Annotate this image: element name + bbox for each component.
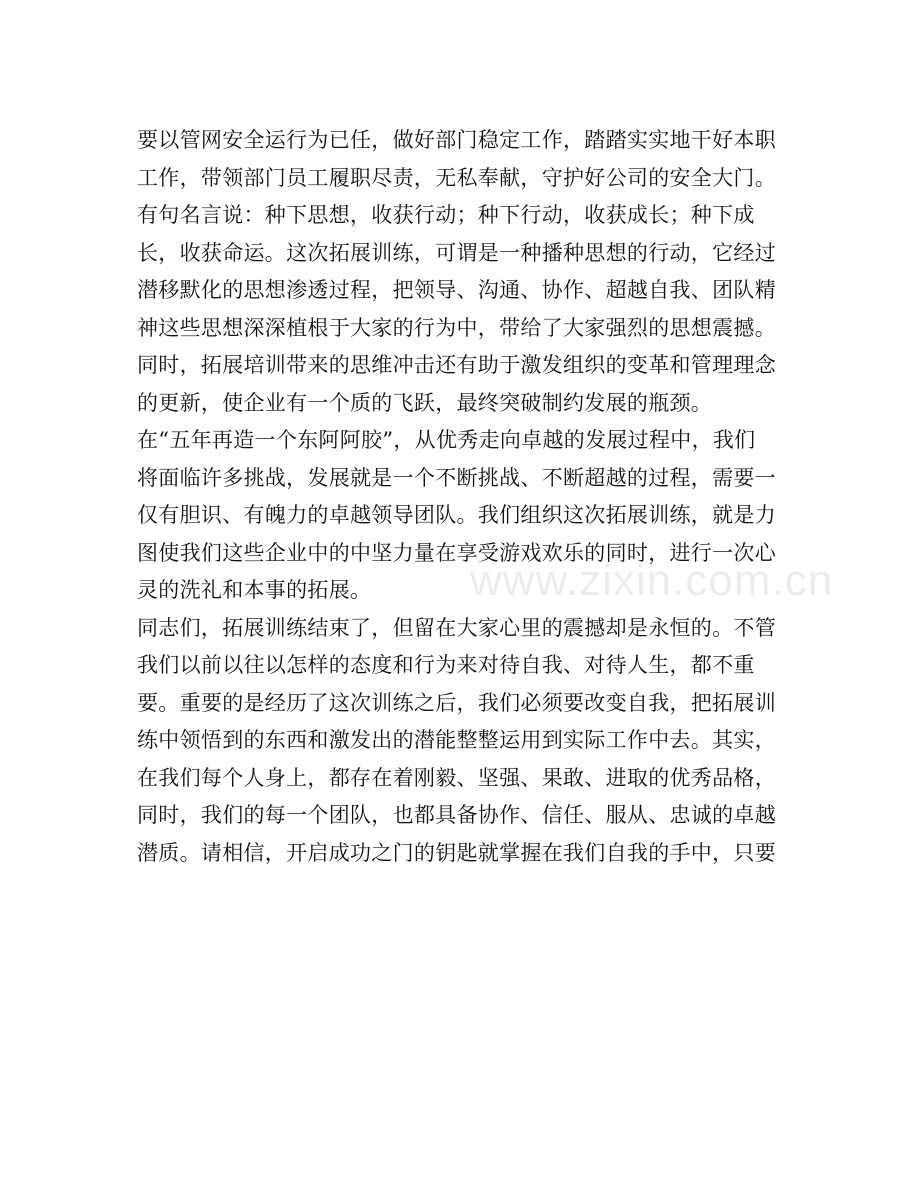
paragraph-1 bbox=[137, 122, 777, 197]
text-line: 练中领悟到的东西和激发出的潜能整整运用到实际工作中去。其实， bbox=[137, 728, 776, 752]
text-line: 将面临许多挑战，发展就是一个不断挑战、不断超越的过程，需要一 bbox=[137, 465, 776, 490]
text-line: 有句名言说：种下思想，收获行动；种下行动，收获成长；种下成 bbox=[137, 203, 755, 227]
text-line: 在我们每个人身上，都存在着刚毅、坚强、果敢、进取的优秀品格， bbox=[137, 765, 776, 790]
text-line: 灵的洗礼和本事的拓展。 bbox=[137, 578, 372, 602]
paragraph-2 bbox=[137, 197, 777, 422]
text-line: 的更新，使企业有一个质的飞跃，最终突破制约发展的瓶颈。 bbox=[137, 390, 713, 415]
document-body bbox=[137, 122, 777, 872]
paragraph-3 bbox=[137, 422, 777, 610]
text-line: 要。重要的是经历了这次训练之后，我们必须要改变自我，把拓展训 bbox=[137, 690, 776, 715]
text-line: 我们以前以往以怎样的态度和行为来对待自我、对待人生，都不重 bbox=[137, 653, 755, 677]
text-line: 同时，拓展培训带来的思维冲击还有助于激发组织的变革和管理理念 bbox=[137, 353, 776, 377]
text-line: 潜质。请相信，开启成功之门的钥匙就掌握在我们自我的手中，只要 bbox=[137, 840, 776, 865]
text-line: 同时，我们的每一个团队，也都具备协作、信任、服从、忠诚的卓越 bbox=[137, 803, 776, 827]
text-line: 要以管网安全运行为已任，做好部门稳定工作，踏踏实实地干好本职 bbox=[137, 128, 776, 152]
text-line: 长，收获命运。这次拓展训练，可谓是一种播种思想的行动，它经过 bbox=[137, 240, 776, 265]
text-line: 潜移默化的思想渗透过程，把领导、沟通、协作、超越自我、团队精 bbox=[137, 278, 776, 302]
text-line: 同志们，拓展训练结束了，但留在大家心里的震撼却是永恒的。不管 bbox=[137, 615, 776, 640]
text-line: 工作，带领部门员工履职尽责，无私奉献，守护好公司的安全大门。 bbox=[137, 165, 776, 190]
text-line: 神这些思想深深植根于大家的行为中，带给了大家强烈的思想震撼。 bbox=[137, 315, 776, 340]
text-line: 仅有胆识、有魄力的卓越领导团队。我们组织这次拓展训练，就是力 bbox=[137, 503, 776, 527]
text-line: 在“五年再造一个东阿阿胶”，从优秀走向卓越的发展过程中，我们 bbox=[137, 428, 756, 452]
paragraph-4 bbox=[137, 610, 777, 873]
text-line: 图使我们这些企业中的中坚力量在享受游戏欢乐的同时，进行一次心 bbox=[137, 540, 776, 565]
watermark: www.zixin.com.cn bbox=[470, 556, 834, 605]
